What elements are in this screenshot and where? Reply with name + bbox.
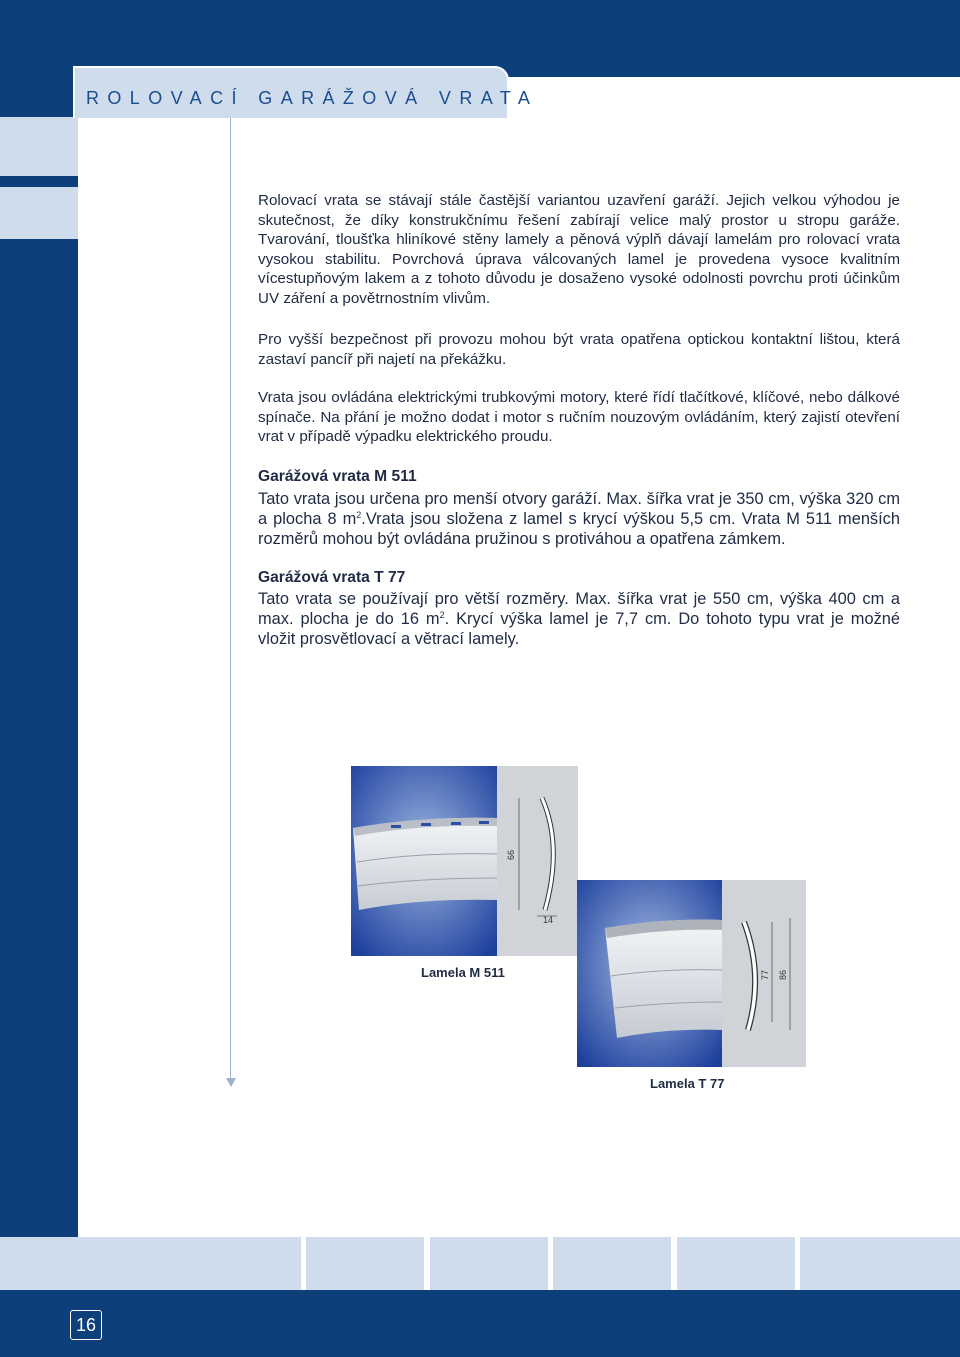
m511-paragraph: Tato vrata jsou určena pro menší otvory garáží. Max. šířka vrat je 350 cm, výška 320 cm a plocha 8 $m^2.Vrata$ jsou složena z lamel s krycí výškou 5,5 cm. Vrata M 511 menších rozměrů mohou být ovládána pružinou s protiváhou a opatřena zámkem. — [258, 490, 900, 548]
m511-dim-height: 66 — [506, 849, 516, 860]
m511-heading: Garážová vrata M 511 — [258, 468, 417, 485]
frame-square — [800, 1237, 960, 1290]
t77-profile-drawing — [722, 880, 806, 1067]
intro-paragraph: Rolovací vrata se stávají stále častější variantou uzavření garáží. Jejich velkou výhodou je skutečnost, že díky konstrukčnímu řešení zabírají velice malý prostor u stropu garáže. Tvarování, tloušťka hliníkové stěny lamely a pěnová výplň dávají lamelám pro rolovací vrata vysokou stabilitu. Povrchová úprava válcovaných lamel je provedena vysoce kvalitním vícestupňovým lakem a z tohoto důvodu je dosaženo vysoké odolnosti povrchu proti účinkům UV záření a povětrnostním vlivům. — [258, 192, 900, 307]
frame-square — [0, 117, 78, 176]
frame-square — [306, 1237, 424, 1290]
m511-photo — [351, 766, 497, 956]
frame-square — [183, 1237, 301, 1290]
page-number: 16 — [70, 1310, 102, 1340]
frame-square — [430, 1237, 548, 1290]
m511-caption: Lamela M 511 — [421, 965, 505, 980]
t77-photo — [577, 880, 722, 1067]
guide-line — [230, 118, 231, 1080]
t77-caption: Lamela T 77 — [650, 1076, 725, 1091]
frame-square — [677, 1237, 795, 1290]
frame-square — [0, 187, 78, 239]
frame-square — [553, 1237, 671, 1290]
page-title: ROLOVACÍ GARÁŽOVÁ VRATA — [86, 88, 539, 108]
t77-dim-total: 86 — [778, 969, 788, 980]
control-paragraph: Vrata jsou ovládána elektrickými trubkovými motory, které řídí tlačítkové, klíčové, nebo dálkové spínače. Na přání je možno dodat i motor s ručním nouzovým ovládáním, který zajistí otevření vrat v případě výpadku elektrického proudu. — [258, 389, 900, 446]
frame-square — [0, 1237, 78, 1290]
m511-profile-drawing — [497, 766, 578, 956]
t77-paragraph: Tato vrata se používají pro větší rozměry. Max. šířka vrat je 550 cm, výška 400 cm a max. plocha je do 16 $m^2$. Krycí výška lamel je 7,7 cm. Do tohoto typu vrat je možné vložit prosvětlovací a větrací lamely. — [258, 590, 900, 648]
bottom-frame-band — [78, 1290, 960, 1357]
safety-paragraph: Pro vyšší bezpečnost při provozu mohou být vrata opatřena optickou kontaktní lištou, která zastaví pancíř při najetí na překážku. — [258, 331, 900, 368]
t77-dim-cover: 77 — [760, 969, 770, 980]
frame-square — [78, 1237, 196, 1290]
guide-arrow-icon — [226, 1078, 236, 1087]
t77-heading: Garážová vrata T 77 — [258, 569, 406, 586]
m511-dim-depth: 14 — [543, 915, 554, 925]
